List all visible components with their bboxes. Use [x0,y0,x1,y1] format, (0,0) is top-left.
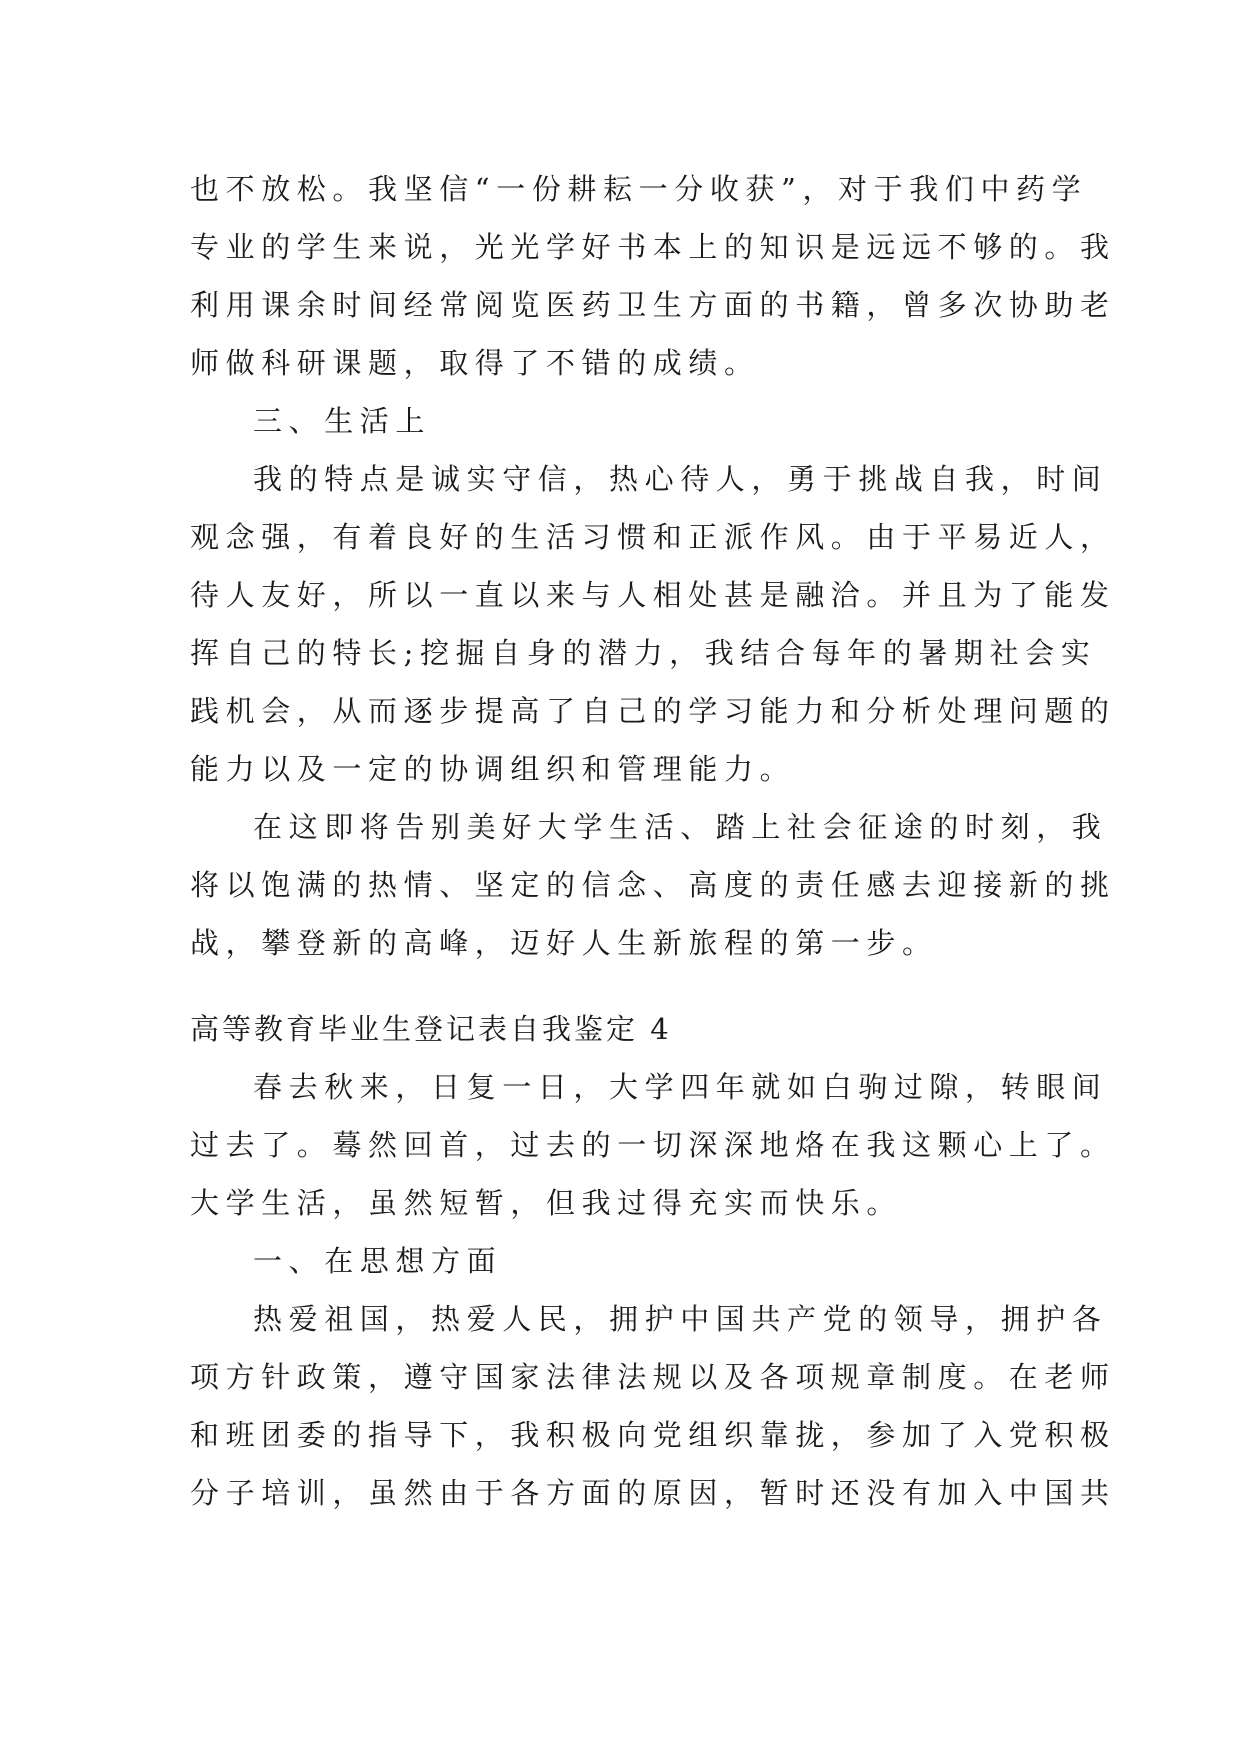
section-heading-thought: 一、在思想方面 [253,1244,503,1278]
paragraph-line: 也不放松。我坚信“一份耕耘一分收获”，对于我们中药学 [190,172,1088,206]
paragraph-line: 大学生活，虽然短暂，但我过得充实而快乐。 [190,1186,903,1220]
paragraph-line: 项方针政策，遵守国家法律法规以及各项规章制度。在老师 [190,1360,1116,1394]
paragraph-line: 春去秋来，日复一日，大学四年就如白驹过隙，转眼间 [253,1070,1108,1104]
paragraph-line: 师做科研课题，取得了不错的成绩。 [190,346,760,380]
document-body [190,160,1116,1522]
paragraph-line: 利用课余时间经常阅览医药卫生方面的书籍，曾多次协助老 [190,288,1116,322]
paragraph-line: 观念强，有着良好的生活习惯和正派作风。由于平易近人， [190,520,1116,554]
paragraph-line: 分子培训，虽然由于各方面的原因，暂时还没有加入中国共 [190,1476,1116,1510]
paragraph-line: 我的特点是诚实守信，热心待人，勇于挑战自我，时间 [253,462,1108,496]
paragraph-line: 专业的学生来说，光光学好书本上的知识是远远不够的。我 [190,230,1116,264]
paragraph-line: 过去了。蓦然回首，过去的一切深深地烙在我这颗心上了。 [190,1128,1116,1162]
paragraph-line: 挥自己的特长;挖掘自身的潜力，我结合每年的暑期社会实 [190,636,1097,670]
paragraph-line: 和班团委的指导下，我积极向党组织靠拢，参加了入党积极 [190,1418,1116,1452]
paragraph-line: 待人友好，所以一直以来与人相处甚是融洽。并且为了能发 [190,578,1116,612]
section-heading-life: 三、生活上 [253,404,432,438]
section-gap [190,972,1060,1000]
section-title: 高等教育毕业生登记表自我鉴定 4 [190,1012,672,1046]
paragraph-line: 将以饱满的热情、坚定的信念、高度的责任感去迎接新的挑 [190,868,1116,902]
paragraph-line: 能力以及一定的协调组织和管理能力。 [190,752,796,786]
paragraph-line: 战，攀登新的高峰，迈好人生新旅程的第一步。 [190,926,938,960]
paragraph-line: 热爱祖国，热爱人民，拥护中国共产党的领导，拥护各 [253,1302,1108,1336]
paragraph-line: 践机会，从而逐步提高了自己的学习能力和分析处理问题的 [190,694,1116,728]
paragraph-line: 在这即将告别美好大学生活、踏上社会征途的时刻，我 [253,810,1108,844]
